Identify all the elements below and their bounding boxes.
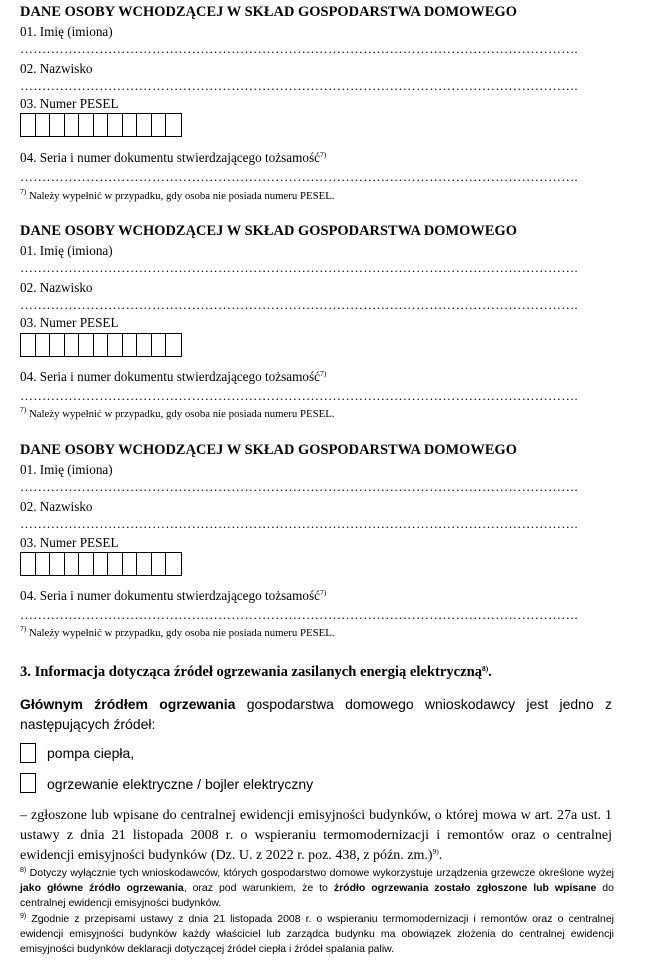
footnote-ref: 7) [319, 150, 327, 159]
last-name-label: 02. Nazwisko [20, 61, 93, 76]
legal-paragraph: – zgłoszone lub wpisane do centralnej ewidencji emisyjności budynków, o której mowa w art. 27a ust. 1 ustawy z dnia 21 listopada 2008 r. o wspieraniu termomodernizacji i remontów oraz o centralnej ewidencji emisyjności budynków (Dz. U. z 2022 r. poz. 438, z późn. zm.)$^{9)}$. [20, 808, 612, 863]
lead-bold-text: Głównym źródłem ogrzewania [20, 696, 236, 712]
section-footnote: $^{7)}$ Należy wypełnić w przypadku, gdy osoba nie posiada numeru PESEL. [20, 624, 335, 639]
first-name-label: 01. Imię (imiona) [20, 243, 113, 258]
document-field[interactable]: ………………………………………………………………………………………………………………. [20, 607, 578, 622]
document-field[interactable]: ………………………………………………………………………………………………………………. [20, 169, 578, 184]
heat-pump-checkbox[interactable] [20, 743, 36, 763]
heating-section-title: 3. Informacja dotycząca źródeł ogrzewania zasilanych energią elektryczną$^{8)}$. [20, 664, 492, 680]
electric-heating-checkbox[interactable] [20, 773, 36, 793]
last-name-label: 02. Nazwisko [20, 280, 93, 295]
section-heading: DANE OSOBY WCHODZĄCEJ W SKŁAD GOSPODARSTWA DOMOWEGO [20, 4, 517, 20]
section-heading: DANE OSOBY WCHODZĄCEJ W SKŁAD GOSPODARSTWA DOMOWEGO [20, 442, 517, 458]
document-field[interactable]: ………………………………………………………………………………………………………………. [20, 388, 578, 403]
last-name-field[interactable]: ………………………………………………………………………………………………………………. [20, 78, 578, 93]
footnote-8: $^{8)}$ Dotyczy wyłącznie tych wnioskodawców, których gospodarstwo domowe wykorzystuje urządzenia grzewcze określone wyżej jako główne źródło ogrzewania, oraz pod warunkiem, że to źródło ogrzewania zostało zgłoszone lub wpisane do centralnej ewidencji emisyjności budynków. [20, 867, 614, 909]
pesel-label: 03. Numer PESEL [20, 535, 119, 550]
footnote-ref: 7) [319, 588, 327, 597]
footnote-ref: 7) [319, 369, 327, 378]
first-name-field[interactable]: ………………………………………………………………………………………………………………. [20, 260, 578, 275]
footnote-9: $^{9)}$ Zgodnie z przepisami ustawy z dnia 21 listopada 2008 r. o wspieraniu termomodernizacji i remontów oraz o centralnej ewidencji emisyjności budynków każdy właściciel lub zarządca budynku ma obowiązek złożenia do centralnej ewidencji emisyjności budynków deklaracji dotyczącej źródeł ciepła i źródeł spalania paliw. [20, 913, 614, 955]
last-name-label: 02. Nazwisko [20, 499, 93, 514]
document-label: 04. Seria i numer dokumentu stwierdzającego tożsamość$^{7)}$ [20, 588, 327, 603]
pesel-input-boxes[interactable] [20, 333, 182, 357]
first-name-label: 01. Imię (imiona) [20, 24, 113, 39]
heating-lead-paragraph: Głównym źródłem ogrzewania gospodarstwa domowego wnioskodawcy jest jedno z następujących źródeł: [20, 696, 612, 732]
section-footnote: $^{7)}$ Należy wypełnić w przypadku, gdy osoba nie posiada numeru PESEL. [20, 405, 335, 420]
last-name-field[interactable]: ………………………………………………………………………………………………………………. [20, 297, 578, 312]
pesel-label: 03. Numer PESEL [20, 315, 119, 330]
document-label: 04. Seria i numer dokumentu stwierdzającego tożsamość$^{7)}$ [20, 150, 327, 165]
first-name-field[interactable]: ………………………………………………………………………………………………………………. [20, 479, 578, 494]
first-name-field[interactable]: ………………………………………………………………………………………………………………. [20, 41, 578, 56]
section-heading: DANE OSOBY WCHODZĄCEJ W SKŁAD GOSPODARSTWA DOMOWEGO [20, 223, 517, 239]
pesel-label: 03. Numer PESEL [20, 96, 119, 111]
pesel-input-boxes[interactable] [20, 113, 182, 137]
pesel-input-boxes[interactable] [20, 552, 182, 576]
section-footnote: $^{7)}$ Należy wypełnić w przypadku, gdy osoba nie posiada numeru PESEL. [20, 187, 335, 202]
last-name-field[interactable]: ………………………………………………………………………………………………………………. [20, 516, 578, 531]
electric-heating-label: ogrzewanie elektryczne / bojler elektryczny [47, 776, 314, 792]
document-label: 04. Seria i numer dokumentu stwierdzającego tożsamość$^{7)}$ [20, 369, 327, 384]
first-name-label: 01. Imię (imiona) [20, 462, 113, 477]
heat-pump-label: pompa ciepła, [47, 745, 135, 761]
